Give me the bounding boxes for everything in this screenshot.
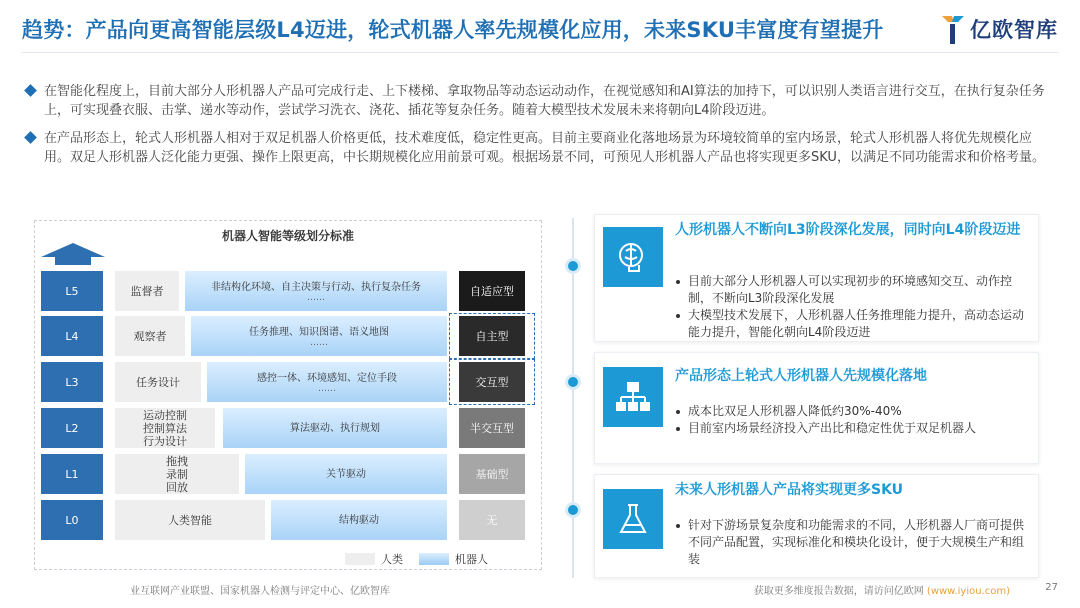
diamond-bullet-icon <box>24 131 37 144</box>
brain-icon <box>603 227 663 287</box>
robot-capability-text: 任务推理、知识图谱、语义地图 <box>249 326 389 338</box>
timeline-dot <box>565 374 581 390</box>
level-label: L5 <box>41 271 103 311</box>
footer-link[interactable]: (www.iyiou.com) <box>926 586 1010 597</box>
ellipsis: …… <box>310 337 328 348</box>
card-title: 人形机器人不断向L3阶段深化发展，同时向L4阶段迈进 <box>675 222 1021 238</box>
robot-capability <box>207 362 447 402</box>
card-item: 目前大部分人形机器人可以实现初步的环境感知交互、动作控制，不断向L3阶段深化发展 <box>675 273 1028 307</box>
robot-capability-text: 非结构化环境、自主决策与行动、执行复杂任务 <box>211 281 421 293</box>
legend-human-swatch <box>345 553 375 565</box>
robot-capability-text: 算法驱动、执行规划 <box>290 422 380 434</box>
logo <box>940 12 1058 46</box>
robot-type: 自主型 <box>459 316 525 356</box>
level-label: L2 <box>41 408 103 448</box>
up-arrow-icon <box>41 243 105 265</box>
hierarchy-icon <box>603 367 663 427</box>
level-label: L0 <box>41 500 103 540</box>
level-row <box>41 362 533 402</box>
card-item: 针对下游场景复杂度和功能需求的不同，人形机器人厂商可提供不同产品配置，实现标准化和模块化设计，便于大规模生产和组装 <box>675 517 1028 568</box>
level-label: L3 <box>41 362 103 402</box>
robot-type: 基础型 <box>459 454 525 494</box>
ellipsis: …… <box>307 292 325 303</box>
robot-capability-text: 感控一体、环境感知、定位手段 <box>257 372 397 384</box>
timeline-dot <box>565 502 581 518</box>
robot-type: 交互型 <box>459 362 525 402</box>
flask-icon <box>603 489 663 549</box>
robot-capability <box>185 271 447 311</box>
human-role: 人类智能 <box>115 500 265 540</box>
level-row <box>41 271 533 311</box>
diagram-title: 机器人智能等级划分标准 <box>221 229 354 243</box>
level-row <box>41 500 533 540</box>
card-list <box>675 273 1028 341</box>
card-item: 目前室内场景经济投入产出比和稳定性优于双足机器人 <box>675 420 1028 437</box>
card-list <box>675 403 1028 437</box>
card-list <box>675 517 1028 568</box>
legend-human-label: 人类 <box>381 553 403 566</box>
robot-capability-text: 关节驱动 <box>326 468 366 480</box>
footer-note <box>754 582 1010 597</box>
title-divider <box>22 52 1058 53</box>
trend-card-l3-l4 <box>594 214 1039 342</box>
level-row <box>41 408 533 448</box>
robot-capability <box>223 408 447 448</box>
human-role: 监督者 <box>115 271 179 311</box>
page-number: 27 <box>1045 582 1058 593</box>
robot-type: 自适应型 <box>459 271 525 311</box>
highlight-frame <box>449 313 535 359</box>
source-note: 业互联网产业联盟、国家机器人检测与评定中心、亿欧智库 <box>130 586 390 597</box>
trend-card-wheeled <box>594 352 1039 464</box>
robot-type: 半交互型 <box>459 408 525 448</box>
bullet-item <box>26 82 1056 120</box>
card-item: 大模型技术发展下，人形机器人任务推理能力提升，高动态运动能力提升，智能化朝向L4阶段迈进 <box>675 307 1028 341</box>
robot-capability <box>245 454 447 494</box>
level-row <box>41 316 533 356</box>
card-title: 产品形态上轮式人形机器人先规模化落地 <box>675 368 927 384</box>
card-title: 未来人形机器人产品将实现更多SKU <box>675 482 904 498</box>
legend-robot-label: 机器人 <box>455 553 488 566</box>
human-role: 观察者 <box>115 316 185 356</box>
ellipsis: …… <box>318 383 336 394</box>
logo-icon <box>940 12 966 46</box>
robot-capability <box>271 500 447 540</box>
bullet-text: 在产品形态上，轮式人形机器人相对于双足机器人价格更低，技术难度低，稳定性更高。目前主要商业化落地场景为环境较简单的室内场景，轮式人形机器人将优先规模化应用。双足人形机器人泛化能力更强、操作上限更高，中长期规模化应用前景可观。根据场景不同，可预见人形机器人产品也将实现更多SKU，以满足不同功能需求和价格考量。 <box>44 131 1045 165</box>
human-role: 任务设计 <box>115 362 201 402</box>
human-role: 拖拽 录制 回放 <box>115 454 239 494</box>
level-label: L1 <box>41 454 103 494</box>
robot-capability <box>191 316 447 356</box>
legend <box>345 551 488 567</box>
page-title: 趋势：产品向更高智能层级L4迈进，轮式机器人率先规模化应用，未来SKU丰富度有望提升 <box>22 18 884 42</box>
intelligence-level-diagram <box>34 220 542 570</box>
timeline-dot <box>565 258 581 274</box>
bullet-item <box>26 129 1056 167</box>
trend-card-sku <box>594 474 1039 578</box>
robot-capability-text: 结构驱动 <box>339 514 379 526</box>
legend-robot-swatch <box>419 553 449 565</box>
level-label: L4 <box>41 316 103 356</box>
logo-text: 亿欧智库 <box>970 18 1058 42</box>
human-role: 运动控制 控制算法 行为设计 <box>115 408 215 448</box>
footer-text: 获取更多维度报告数据，请访问亿欧网 <box>753 586 924 597</box>
robot-type: 无 <box>459 500 525 540</box>
card-item: 成本比双足人形机器人降低约30%-40% <box>675 403 1028 420</box>
level-row <box>41 454 533 494</box>
bullet-text: 在智能化程度上，目前大部分人形机器人产品可完成行走、上下楼梯、拿取物品等动态运动动作，在视觉感知和AI算法的加持下，可以识别人类语言进行交互，在执行复杂任务上，可实现叠衣服、击掌、递水等动作，尝试学习洗衣、浇花、插花等复杂任务。随着大模型技术发展未来将朝向L4阶段迈进。 <box>44 84 1045 118</box>
intro-bullets <box>26 82 1056 176</box>
diamond-bullet-icon <box>24 84 37 97</box>
highlight-frame <box>449 359 535 405</box>
